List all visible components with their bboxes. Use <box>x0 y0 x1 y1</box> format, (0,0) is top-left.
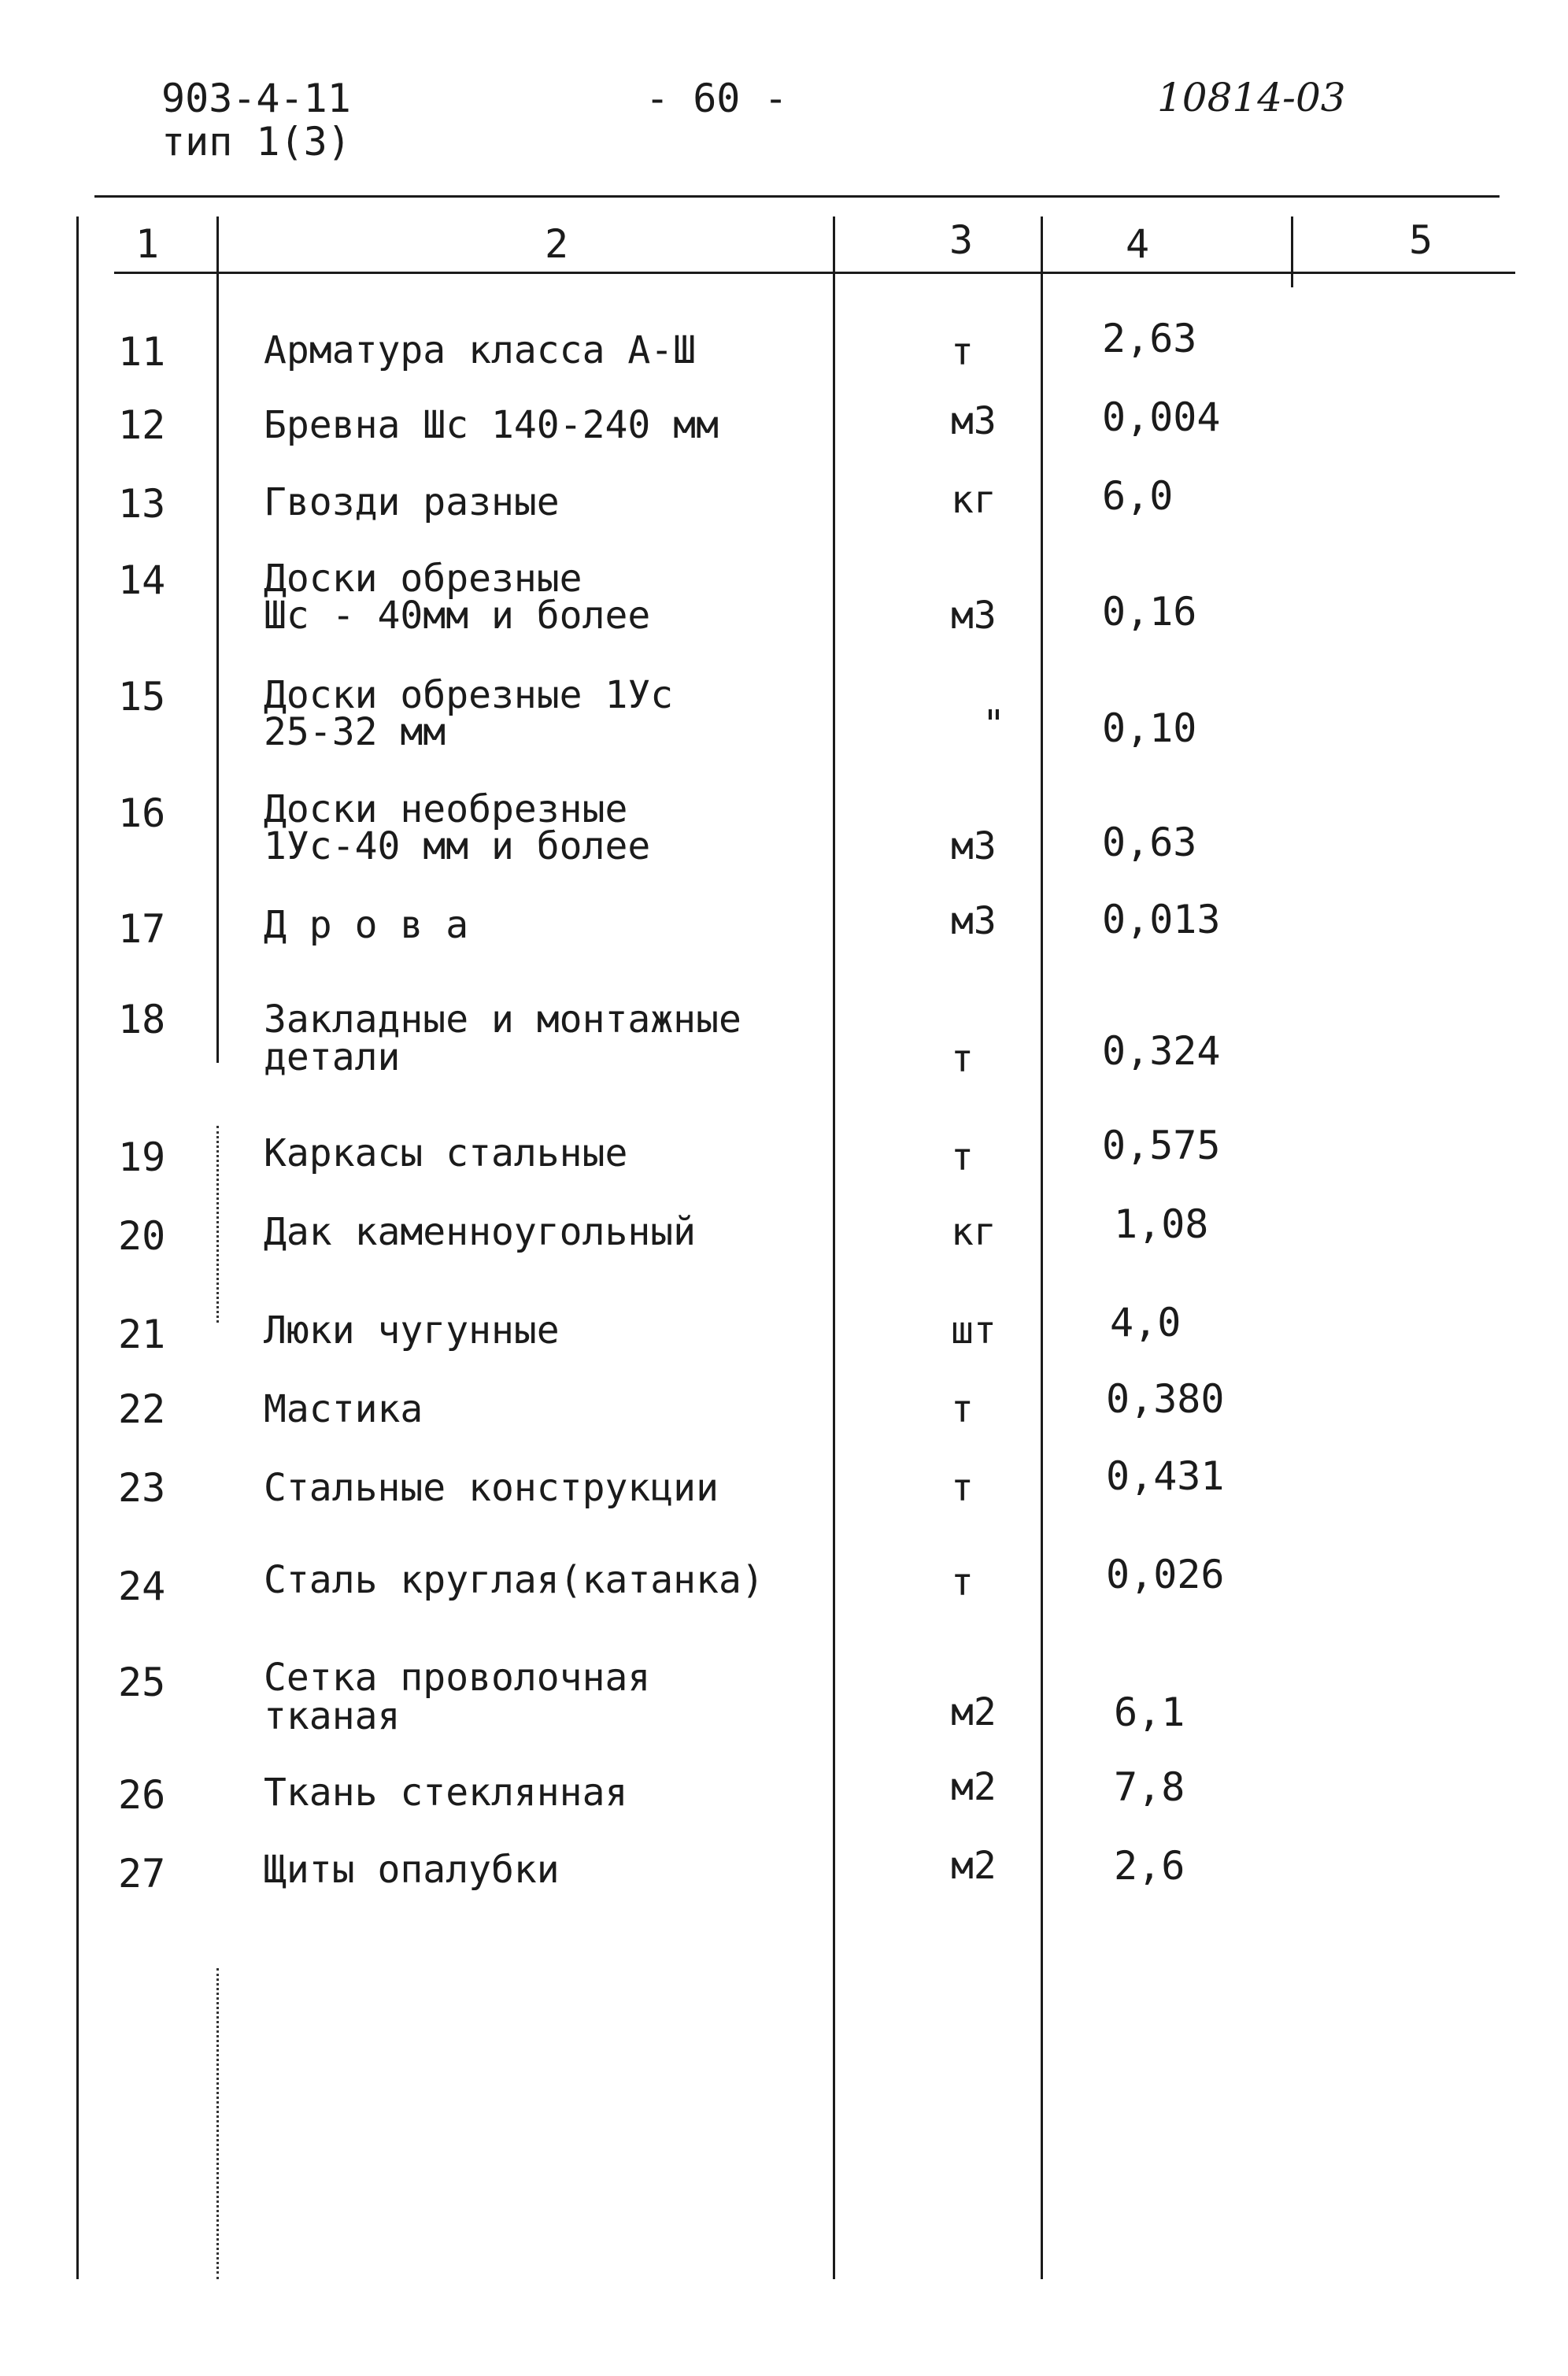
quantity-cell: 0,575 <box>1102 1123 1221 1168</box>
column-divider-3 <box>1041 217 1043 2279</box>
quantity-cell: 0,431 <box>1106 1453 1225 1499</box>
material-name-line-2: 1Ус-40 мм и более <box>264 824 651 868</box>
quantity-cell: 2,63 <box>1102 316 1197 361</box>
column-divider-1-upper <box>216 217 219 1063</box>
column-header-rule <box>114 272 1515 274</box>
quantity-cell: 0,004 <box>1102 394 1221 440</box>
material-name-line-2: тканая <box>264 1694 401 1738</box>
row-number: 19 <box>118 1134 166 1180</box>
column-number-3: 3 <box>949 217 974 263</box>
unit-cell: м2 <box>951 1765 997 1809</box>
unit-cell: м3 <box>951 824 997 868</box>
row-number: 25 <box>118 1660 166 1705</box>
material-name-line-1: Доски обрезные 1Ус <box>264 673 674 717</box>
material-name: Каркасы стальные <box>264 1131 628 1175</box>
column-number-4: 4 <box>1126 221 1150 267</box>
quantity-cell: 0,380 <box>1106 1376 1225 1422</box>
row-number: 24 <box>118 1564 166 1609</box>
row-number: 13 <box>118 481 166 527</box>
column-divider-1-dotted-lower <box>216 1968 219 2279</box>
material-name: Ткань стеклянная <box>264 1771 628 1815</box>
archive-number: 10814-03 <box>1157 75 1346 120</box>
unit-cell: т <box>951 1466 974 1510</box>
material-name-line-1: Доски обрезные <box>264 557 582 601</box>
quantity-cell: 0,026 <box>1106 1552 1225 1597</box>
quantity-cell: 7,8 <box>1114 1764 1185 1810</box>
row-number: 16 <box>118 790 166 836</box>
quantity-cell: 2,6 <box>1114 1843 1185 1889</box>
material-name: Гвозди разные <box>264 480 560 524</box>
material-name: Арматура класса А-Ш <box>264 328 697 372</box>
row-number: 27 <box>118 1851 166 1897</box>
row-number: 17 <box>118 906 166 952</box>
unit-cell: т <box>951 1560 974 1604</box>
column-divider-1-dotted-mid <box>216 1126 219 1323</box>
unit-cell: т <box>951 330 974 374</box>
row-number: 21 <box>118 1312 166 1357</box>
material-name: Щиты опалубки <box>264 1848 560 1892</box>
material-name-line-2: 25-32 мм <box>264 710 446 754</box>
material-name-line-2: Шс - 40мм и более <box>264 594 651 638</box>
quantity-cell: 6,1 <box>1114 1689 1185 1735</box>
unit-cell: т <box>951 1135 974 1179</box>
material-name-line-2: детали <box>264 1035 401 1079</box>
column-number-1: 1 <box>135 221 160 267</box>
quantity-cell: 0,10 <box>1102 705 1197 751</box>
material-name: Люки чугунные <box>264 1308 560 1353</box>
row-number: 22 <box>118 1386 166 1432</box>
material-name: Бревна Шс 140-240 мм <box>264 403 719 447</box>
page-number: - 60 - <box>645 76 788 121</box>
row-number: 23 <box>118 1465 166 1511</box>
table-top-rule <box>94 195 1500 198</box>
unit-cell: т <box>951 1387 974 1431</box>
unit-cell: кг <box>951 1210 997 1254</box>
material-name: Сталь круглая(катанка) <box>264 1558 764 1602</box>
unit-cell: м2 <box>951 1844 997 1888</box>
column-divider-4 <box>1291 217 1293 287</box>
table-left-border <box>76 217 79 2279</box>
quantity-cell: 0,013 <box>1102 897 1221 942</box>
unit-cell: шт <box>951 1308 997 1353</box>
material-name: Стальные конструкции <box>264 1466 719 1510</box>
row-number: 18 <box>118 997 166 1042</box>
unit-cell: м3 <box>951 899 997 943</box>
unit-cell: кг <box>951 478 997 522</box>
unit-cell: м2 <box>951 1690 997 1734</box>
material-name: Д р о в а <box>264 903 469 947</box>
quantity-cell: 4,0 <box>1110 1300 1182 1345</box>
quantity-cell: 1,08 <box>1114 1201 1209 1247</box>
material-name: Мастика <box>264 1387 423 1431</box>
material-name-line-1: Доски необрезные <box>264 787 628 831</box>
row-number: 15 <box>118 674 166 720</box>
document-code: 903-4-11 <box>161 76 351 121</box>
row-number: 26 <box>118 1772 166 1818</box>
column-number-2: 2 <box>545 221 569 267</box>
material-name-line-1: Сетка проволочная <box>264 1656 651 1700</box>
quantity-cell: 0,63 <box>1102 820 1197 865</box>
column-number-5: 5 <box>1409 217 1433 263</box>
unit-cell: м3 <box>951 594 997 638</box>
row-number: 14 <box>118 557 166 603</box>
row-number: 20 <box>118 1213 166 1259</box>
material-name-line-1: Закладные и монтажные <box>264 997 741 1042</box>
quantity-cell: 0,16 <box>1102 589 1197 635</box>
unit-cell: м3 <box>951 399 997 443</box>
unit-cell: " <box>982 702 1005 746</box>
column-divider-2 <box>833 217 835 2279</box>
unit-cell: т <box>951 1037 974 1081</box>
quantity-cell: 6,0 <box>1102 473 1174 519</box>
row-number: 11 <box>118 329 166 375</box>
row-number: 12 <box>118 402 166 448</box>
material-name: Дак каменноугольный <box>264 1210 697 1254</box>
quantity-cell: 0,324 <box>1102 1028 1221 1074</box>
document-type: тип 1(3) <box>161 119 351 165</box>
